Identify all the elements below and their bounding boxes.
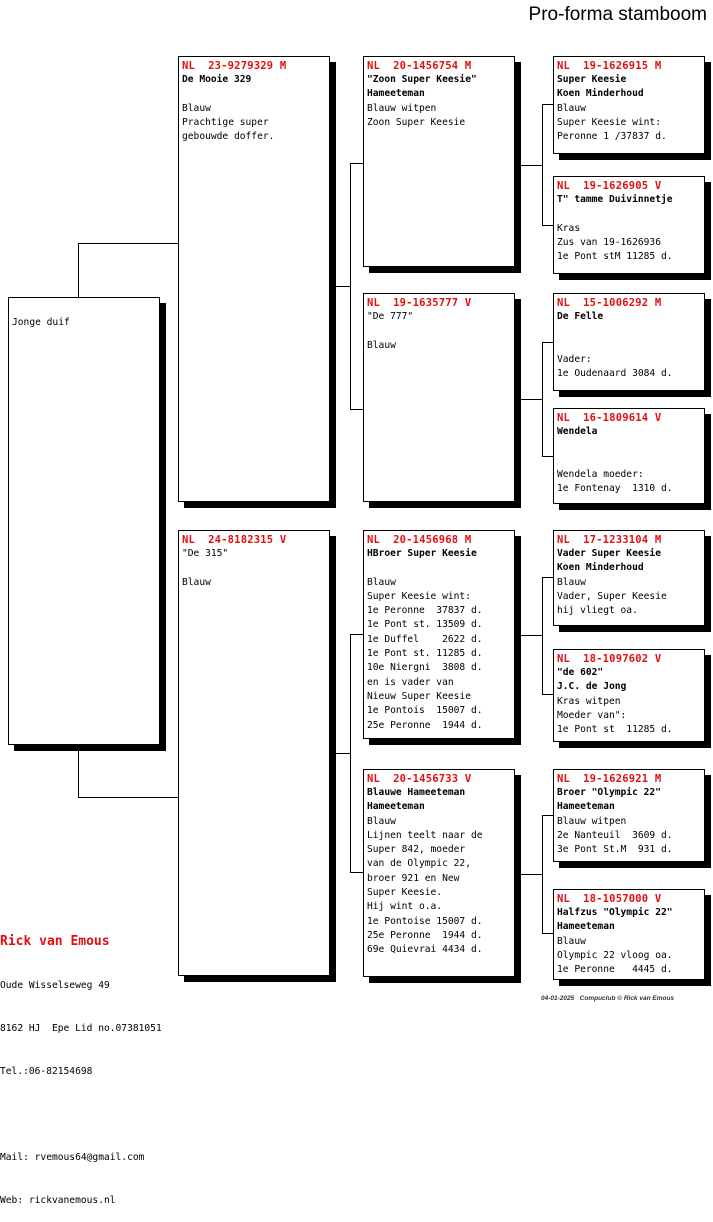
ring-number: NL 24-8182315 V [182,534,287,546]
bird-name: Super Keesie [557,74,627,85]
bird-info-line: 10e Niergni 3808 d. [367,662,483,674]
gen3-bird-box[interactable] [553,649,705,742]
connector-line [542,342,543,456]
footer-credit: 04-01-2025 Compuclub © Rick van Emous [541,995,675,1002]
bird-info-line: Blauw [557,935,586,947]
bird-info-line: Blauw [557,576,586,588]
ring-number: NL 20-1456968 M [367,534,472,546]
bird-info-line: 1e Pont st. 11285 d. [367,648,483,660]
gen2-bird-box[interactable] [363,56,515,267]
ring-number: NL 19-1635777 V [367,297,472,309]
gen3-bird-box[interactable] [553,408,705,504]
bird-name: T" tamme Duivinnetje [557,194,673,205]
bird-info-line: 1e Oudenaard 3084 d. [557,368,673,380]
connector-line [350,163,363,164]
connector-line [78,243,178,244]
bird-info-line: Blauw witpen [367,102,437,114]
gen3-bird-box[interactable] [553,56,705,154]
bird-info-line: 3e Pont St.M 931 d. [557,844,673,856]
bird-info-line: 2e Nanteuil 3609 d. [557,829,673,841]
bird-info-line: Hameeteman [367,801,425,813]
gen1-bird-box[interactable] [178,530,330,976]
gen3-bird-box[interactable] [553,530,705,626]
page-title: Pro-forma stamboom [528,4,707,25]
gen2-bird-box[interactable] [363,769,515,977]
bird-name: Vader Super Keesie [557,548,661,559]
ring-number: NL 19-1626905 V [557,180,662,192]
connector-line [542,456,553,457]
bird-name: "De 315" [182,548,229,559]
bird-name: "Zoon Super Keesie" [367,74,477,85]
ring-number: NL 19-1626921 M [557,773,662,785]
subject-box[interactable] [8,297,160,745]
ring-number: NL 16-1809614 V [557,412,662,424]
bird-info-line: Prachtige super [182,116,269,128]
ring-number: NL 23-9279329 M [182,60,287,72]
bird-info-line [557,339,701,353]
connector-line [330,286,350,287]
bird-info-line [557,207,701,221]
bird-info-line: Koen Minderhoud [557,88,644,100]
bird-info-line: 25e Peronne 1944 d. [367,929,483,941]
owner-phone: Tel.:06-82154698 [0,1065,93,1077]
bird-info-line: Zoon Super Keesie [367,116,466,128]
bird-info-line: Hameeteman [557,921,615,933]
owner-spacer [0,1108,162,1122]
bird-info-line: Vader, Super Keesie [557,590,667,602]
bird-name: Wendela [557,426,598,437]
bird-info-line: Kras [557,222,581,234]
bird-info-line: Blauw [367,576,396,588]
ring-number: NL 15-1006292 M [557,297,662,309]
connector-line [542,225,553,226]
bird-info-line: Olympic 22 vloog oa. [557,949,673,961]
owner-block [0,904,162,1222]
connector-line [542,104,543,225]
bird-info-line: Super 842, moeder [367,844,466,856]
bird-info-line: 1e Fontenay 1310 d. [557,483,673,495]
bird-info-line: Lijnen teelt naar de [367,829,483,841]
owner-city: 8162 HJ Epe Lid no.07381051 [0,1023,162,1035]
bird-name: Blauwe Hameeteman [367,787,466,798]
connector-line [350,634,351,872]
bird-info-line: Super Keesie wint: [557,116,661,128]
bird-info-line: Hij wint o.a. [367,901,443,913]
bird-info-line: 1e Pont stM 11285 d. [557,251,673,263]
connector-line [542,933,553,934]
bird-info-line: gebouwde doffer. [182,131,275,143]
bird-info-line: Super Keesie wint: [367,590,471,602]
ring-number: NL 17-1233104 M [557,534,662,546]
connector-line [542,577,553,578]
connector-line [350,872,363,873]
ring-number: NL 19-1626915 M [557,60,662,72]
bird-info-line: van de Olympic 22, [367,858,471,870]
connector-line [542,694,553,695]
bird-info-line: Peronne 1 /37837 d. [557,131,667,143]
bird-info-line [367,324,511,338]
connector-line [515,165,542,166]
gen3-bird-box[interactable] [553,769,705,862]
bird-info-line: Moeder van": [557,709,627,721]
ring-number: NL 18-1057000 V [557,893,662,905]
ring-number: NL 20-1456733 V [367,773,472,785]
gen1-bird-box[interactable] [178,56,330,502]
gen3-bird-box[interactable] [553,889,705,980]
connector-line [542,815,543,933]
connector-line [542,815,553,816]
bird-info-line: Vader: [557,353,592,365]
bird-info-line: Wendela moeder: [557,468,644,480]
gen2-bird-box[interactable] [363,293,515,502]
bird-info-line: hij vliegt oa. [557,605,638,617]
owner-name: Rick van Emous [0,933,110,949]
bird-info-line: 1e Peronne 37837 d. [367,605,483,617]
connector-line [542,342,553,343]
bird-name: "De 777" [367,311,414,322]
bird-name: Halfzus "Olympic 22" [557,907,673,918]
bird-info-line: Blauw [182,102,211,114]
bird-info-line: Kras witpen [557,695,621,707]
bird-info-line: Hameeteman [557,801,615,813]
bird-info-line [557,439,701,453]
connector-line [78,797,178,798]
bird-info-line: Blauw [367,339,396,351]
connector-line [515,874,542,875]
bird-info-line: Hameeteman [367,88,425,100]
bird-info-line: 1e Duffel 2622 d. [367,633,483,645]
connector-line [542,104,553,105]
connector-line [350,163,351,409]
bird-info-line: en is vader van [367,676,454,688]
bird-info-line: 69e Quievrai 4434 d. [367,944,483,956]
ring-number: NL 18-1097602 V [557,653,662,665]
bird-info-line [182,87,326,101]
bird-info-line: 1e Pontoise 15007 d. [367,915,483,927]
bird-info-line: 1e Pont st 11285 d. [557,724,673,736]
bird-info-line: 1e Pont st. 13509 d. [367,619,483,631]
owner-email: Mail: rvemous64@gmail.com [0,1151,145,1163]
bird-info-line: broer 921 en New [367,872,460,884]
connector-line [78,748,79,797]
bird-info-line [367,561,511,575]
bird-info-line: Super Keesie. [367,887,443,899]
owner-website: Web: rickvanemous.nl [0,1194,116,1206]
connector-line [515,635,542,636]
bird-info-line: 25e Peronne 1944 d. [367,719,483,731]
bird-info-line: Zus van 19-1626936 [557,236,661,248]
connector-line [330,753,350,754]
bird-info-line [557,454,701,468]
gen3-bird-box[interactable] [553,293,705,391]
gen2-bird-box[interactable] [363,530,515,739]
bird-name: HBroer Super Keesie [367,548,477,559]
connector-line [542,577,543,694]
bird-info-line: Blauw [367,815,396,827]
bird-name: Broer "Olympic 22" [557,787,661,798]
gen3-bird-box[interactable] [553,176,705,274]
bird-info-line [182,561,326,575]
bird-info-line: Koen Minderhoud [557,562,644,574]
bird-info-line: Nieuw Super Keesie [367,690,471,702]
bird-name: "de 602" [557,667,604,678]
bird-info-line: 1e Pontois 15007 d. [367,705,483,717]
bird-info-line: Blauw witpen [557,815,627,827]
connector-line [350,634,363,635]
bird-info-line: Blauw [557,102,586,114]
bird-info-line: Blauw [182,576,211,588]
bird-name: De Felle [557,311,604,322]
bird-name: De Mooie 329 [182,74,252,85]
ring-number: NL 20-1456754 M [367,60,472,72]
bird-info-line: J.C. de Jong [557,681,627,693]
connector-line [78,243,79,297]
owner-address: Oude Wisselseweg 49 [0,980,110,992]
bird-info-line [557,324,701,338]
bird-info-line: 1e Peronne 4445 d. [557,964,673,976]
connector-line [350,409,363,410]
subject-name: Jonge duif [12,317,70,328]
connector-line [515,399,542,400]
